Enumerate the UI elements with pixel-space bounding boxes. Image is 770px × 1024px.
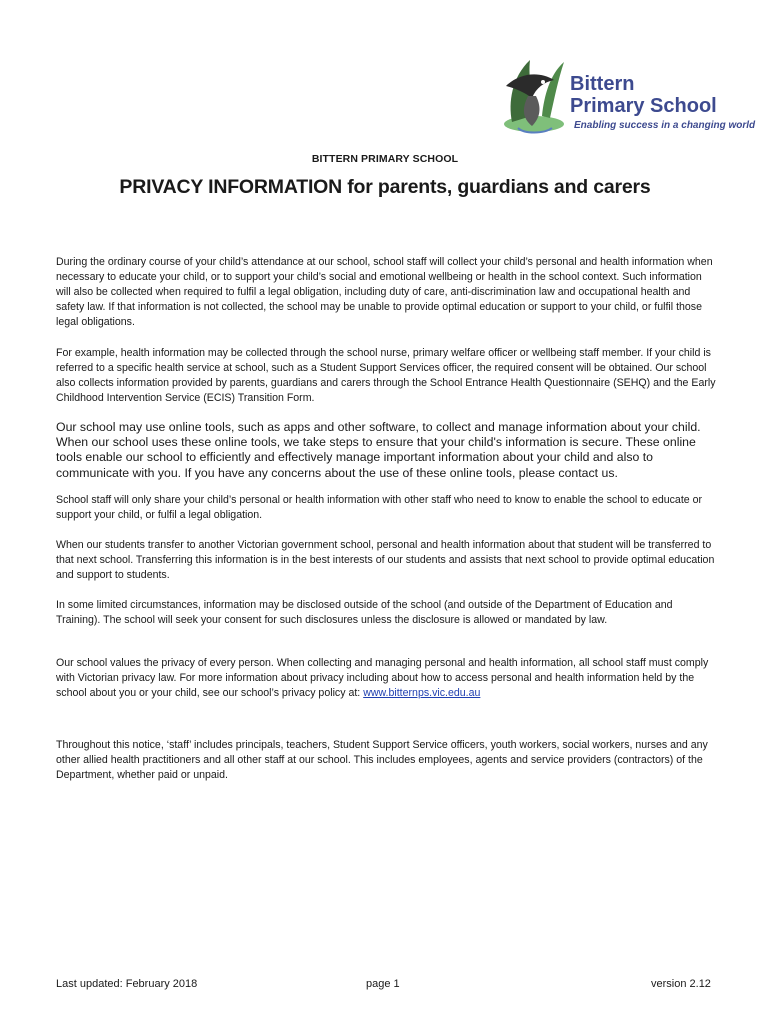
paragraph-sharing: School staff will only share your child’s personal or health information with other staff who need to know to enable the school to educate or support your child, or fulfil a legal obligation. xyxy=(56,494,703,521)
privacy-values-text: Our school values the privacy of every person. When collecting and managing personal and health information, all school staff must comply with Victorian privacy law. For more information about privacy including about how to access personal and health information held by the school about you or your child, see our school’s privacy policy at: xyxy=(56,657,709,699)
logo-name-line2: Primary School xyxy=(570,95,717,117)
paragraph-collection: During the ordinary course of your child’s attendance at our school, school staff will collect your child’s personal and health information when necessary to educate your child, or to support your child’s social and emotional wellbeing or health in the school context. Such information will also be collected when required to fulfil a legal obligation, including duty of care, anti-discrimination law and occupational health and safety law. If that information is not collected, the school may be unable to provide optimal education or support to your child, or fulfil those legal obligations. xyxy=(56,256,713,328)
document-title: PRIVACY INFORMATION for parents, guardians and carers xyxy=(119,176,651,198)
paragraph-staff-definition: Throughout this notice, ‘staff’ includes principals, teachers, Student Support Service officers, youth workers, social workers, nurses and any other allied health practitioners and all other staff at our school. This includes employees, agents and service providers (contractors) of the Department, whether paid or unpaid. xyxy=(56,739,708,781)
school-logo xyxy=(498,52,756,142)
paragraph-online-tools: Our school may use online tools, such as apps and other software, to collect and manage information about your child. When our school uses these online tools, we take steps to ensure that your child's information is secure. These online tools enable our school to efficiently and effectively manage important information about your child and also to communicate with you. If you have any concerns about the use of these online tools, please contact us. xyxy=(56,420,701,480)
school-name-heading: BITTERN PRIMARY SCHOOL xyxy=(311,153,459,165)
paragraph-disclosure: In some limited circumstances, information may be disclosed outside of the school (and outside of the Department of Education and Training). The school will seek your consent for such disclosures unless the disclosure is allowed or mandated by law. xyxy=(56,599,673,626)
bird-emblem-icon xyxy=(498,52,578,142)
paragraph-health-info: For example, health information may be collected through the school nurse, primary welfare officer or wellbeing staff member. If your child is referred to a specific health service at school, such as a Student Support Services officer, the required consent will be obtained. Our school also collects information provided by parents, guardians and carers through the School Entrance Health Questionnaire (SEHQ) and the Early Childhood Intervention Service (ECIS) Transition Form. xyxy=(56,347,716,404)
privacy-policy-link[interactable]: www.bitternps.vic.edu.au xyxy=(363,687,481,699)
paragraph-privacy-values xyxy=(56,656,716,701)
logo-name-line1: Bittern xyxy=(570,73,635,95)
footer-version: version 2.12 xyxy=(651,978,711,990)
footer-last-updated: Last updated: February 2018 xyxy=(56,978,198,990)
logo-tagline: Enabling success in a changing world xyxy=(574,120,756,131)
paragraph-transfer: When our students transfer to another Victorian government school, personal and health information about that student will be transferred to that next school. Transferring this information is in the best interests of our students and assists that next school to provide optimal education and support to students. xyxy=(56,539,715,581)
footer-page-number: page 1 xyxy=(366,978,400,990)
